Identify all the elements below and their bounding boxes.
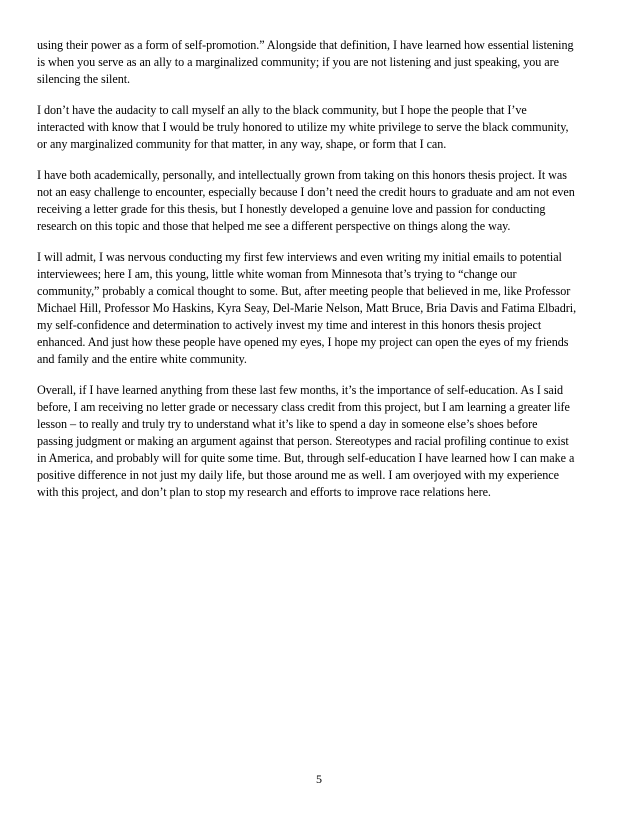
text-line: positive difference in not just my daily life, but those around me as well. I am overjoyed with my experience xyxy=(37,468,559,482)
text-line: in America, and probably will for quite some time. But, through self-education I have learned how I can make a xyxy=(37,451,575,465)
text-line: I will admit, I was nervous conducting my first few interviews and even writing my initial emails to potential xyxy=(37,250,562,264)
text-line: or any marginalized community for that matter, in any way, shape, or form that I can. xyxy=(37,137,447,151)
text-line: interacted with know that I would be truly honored to utilize my white privilege to serve the black community, xyxy=(37,120,569,134)
text-line: interviewees; here I am, this young, little white woman from Minnesota that’s trying to “change our xyxy=(37,267,517,281)
text-line: silencing the silent. xyxy=(37,72,131,86)
text-line: I have both academically, personally, and intellectually grown from taking on this honors thesis project. It was xyxy=(37,168,567,182)
paragraph-3 xyxy=(37,167,603,235)
paragraph-5 xyxy=(37,382,603,501)
text-line: research on this topic and those that helped me see a different perspective on things along the way. xyxy=(37,219,511,233)
text-line: Overall, if I have learned anything from these last few months, it’s the importance of self-education. As I said xyxy=(37,383,564,397)
paragraph-1 xyxy=(37,37,603,88)
text-line: receiving a letter grade for this thesis, but I honestly developed a genuine love and passion for conducting xyxy=(37,202,546,216)
text-line: my self-confidence and determination to actively invest my time and interest in this honors thesis project xyxy=(37,318,542,332)
text-line: and family and the entire white community. xyxy=(37,352,247,366)
paragraph-4 xyxy=(37,249,603,368)
text-line: with this project, and don’t plan to stop my research and efforts to improve race relations here. xyxy=(37,485,491,499)
text-line: lesson – to really and truly try to understand what it’s like to spend a day in someone else’s shoes before xyxy=(37,417,538,431)
text-line: using their power as a form of self-promotion.” Alongside that definition, I have learned how essential listening xyxy=(37,38,574,52)
text-line: enhanced. And just how these people have opened my eyes, I hope my project can open the eyes of my friends xyxy=(37,335,569,349)
text-line: is when you serve as an ally to a marginalized community; if you are not listening and just speaking, you are xyxy=(37,55,559,69)
text-line: community,” probably a comical thought to some. But, after meeting people that believed in me, like Professor xyxy=(37,284,571,298)
body-text xyxy=(37,37,603,515)
text-line: I don’t have the audacity to call myself an ally to the black community, but I hope the people that I’ve xyxy=(37,103,527,117)
text-line: not an easy challenge to encounter, especially because I don’t need the credit hours to graduate and am not even xyxy=(37,185,575,199)
page-number: 5 xyxy=(316,772,322,786)
text-line: before, I am receiving no letter grade or necessary class credit from this project, but I am learning a greater life xyxy=(37,400,570,414)
text-line: passing judgment or making an argument against that person. Stereotypes and racial profiling continue to exist xyxy=(37,434,569,448)
text-line: Michael Hill, Professor Mo Haskins, Kyra Seay, Del-Marie Nelson, Matt Bruce, Bria Davis and Fatima Elbadri, xyxy=(37,301,577,315)
paragraph-2 xyxy=(37,102,603,153)
